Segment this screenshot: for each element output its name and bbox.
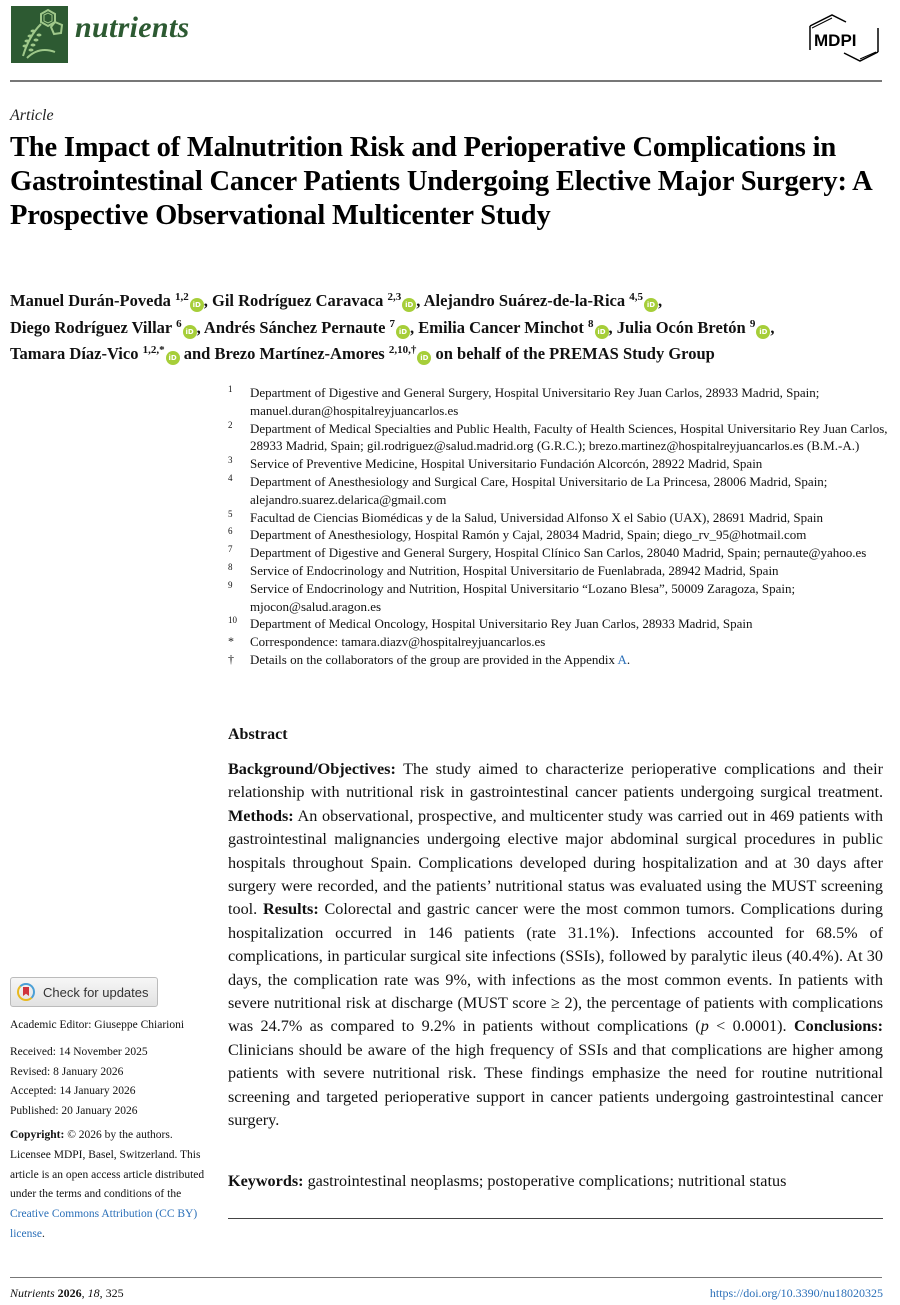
- license-link[interactable]: Creative Commons Attribution (CC BY) license: [10, 1208, 198, 1240]
- citation-info: Nutrients 2026, 18, 325: [10, 1286, 124, 1300]
- check-for-updates-button[interactable]: [10, 977, 158, 1007]
- mdpi-logo-text: MDPI: [814, 31, 857, 50]
- date-accepted: Accepted: 14 January 2026: [10, 1085, 136, 1097]
- author-separator: ,: [410, 317, 419, 337]
- orcid-icon[interactable]: iD: [417, 351, 431, 365]
- affiliation-item: [228, 420, 888, 456]
- header-divider: [10, 80, 882, 82]
- orcid-icon[interactable]: iD: [644, 298, 658, 312]
- appendix-link[interactable]: A: [617, 651, 627, 667]
- orcid-icon[interactable]: iD: [756, 325, 770, 339]
- check-for-updates-label: Check for updates: [43, 984, 149, 1000]
- orcid-icon[interactable]: iD: [396, 325, 410, 339]
- abstract-divider: [228, 1218, 883, 1219]
- author-name: Manuel Durán-Poveda: [10, 291, 175, 310]
- affiliation-mark: †: [228, 651, 234, 666]
- affiliation-text-end: .: [626, 651, 631, 667]
- affiliation-item: [228, 544, 888, 562]
- article-sidebar: [10, 977, 210, 1245]
- date-published: Published: 20 January 2026: [10, 1104, 138, 1117]
- affiliation-mark: 6: [228, 526, 233, 537]
- affiliation-text: Department of Anesthesiology and Surgical Care, Hospital Universitario de La Princesa, 28006 Madrid, Spain; alejandro.suarez.delarica@gmail.com: [250, 473, 828, 507]
- affiliation-item: [228, 509, 888, 527]
- author-affiliation-marks: 9: [749, 317, 756, 330]
- abstract-section-label: Results:: [262, 900, 319, 919]
- affiliation-mark: 2: [228, 419, 233, 430]
- abstract-section-label: Methods:: [228, 806, 294, 825]
- author-separator: ,: [416, 291, 424, 310]
- author-name: Brezo Martínez-Amores: [214, 344, 389, 363]
- author-separator: ,: [657, 291, 663, 310]
- affiliation-item: [228, 633, 888, 651]
- footer-volume: 18: [87, 1286, 100, 1300]
- nutrients-logo-icon: [11, 6, 68, 63]
- affiliation-item: [228, 651, 888, 669]
- footer-year: 2026: [57, 1286, 82, 1300]
- affiliation-mark: 7: [228, 544, 233, 555]
- copyright-text: © 2026 by the authors. Licensee MDPI, Basel, Switzerland. This article is an open access article distributed under the terms and conditions of the: [10, 1129, 205, 1201]
- affiliation-item: [228, 580, 888, 616]
- author-separator: ,: [770, 317, 775, 337]
- affiliation-item: [228, 562, 888, 580]
- author-name: Andrés Sánchez Pernaute: [203, 317, 390, 337]
- affiliation-text: Department of Anesthesiology, Hospital Ramón y Cajal, 28034 Madrid, Spain; diego_rv_95@hotmail.com: [250, 527, 807, 543]
- affiliation-text: Department of Digestive and General Surgery, Hospital Universitario Rey Juan Carlos, 28933 Madrid, Spain; manuel.duran@hospitalreyjuancarlos.es: [250, 385, 820, 418]
- date-revised: Revised: 8 January 2026: [10, 1065, 124, 1078]
- keywords: [228, 1172, 883, 1191]
- affiliation-item: [228, 384, 888, 420]
- abstract-heading: Abstract: [228, 726, 288, 743]
- orcid-icon[interactable]: iD: [595, 325, 609, 339]
- abstract-section-text: Clinicians should be aware of the high frequency of SSIs and that complications are higher among patients with severe nutritional risk. These findings emphasize the need for routine nutritional screening and targeted perioperative support in cancer patients undergoing gastrointestinal cancer surgery.: [228, 1040, 883, 1130]
- bookmark-update-icon: [17, 983, 35, 1001]
- journal-name: nutrients: [75, 11, 190, 44]
- author-name: Gil Rodríguez Caravaca: [212, 291, 388, 310]
- affiliation-text: Details on the collaborators of the group are provided in the Appendix: [250, 651, 618, 667]
- abstract-section-label: Background/Objectives:: [228, 760, 396, 778]
- abstract-section-label: Conclusions:: [793, 1017, 883, 1036]
- author-affiliation-marks: 1,2: [175, 291, 189, 303]
- author-name: Tamara Díaz-Vico: [10, 344, 143, 363]
- orcid-icon[interactable]: iD: [402, 298, 416, 312]
- copyright-label: Copyright:: [10, 1129, 65, 1141]
- author-separator: and: [179, 344, 215, 363]
- affiliation-mark: 8: [228, 561, 233, 572]
- author-affiliation-marks: 4,5: [629, 291, 643, 303]
- affiliation-text: Service of Preventive Medicine, Hospital Universitario Fundación Alcorcón, 28922 Madrid, Spain: [250, 456, 763, 472]
- mdpi-logo: [806, 12, 882, 62]
- footer-article-no: 325: [105, 1286, 124, 1300]
- article-type: Article: [10, 107, 54, 124]
- affiliation-text: Service of Endocrinology and Nutrition, Hospital Universitario “Lozano Blesa”, 50009 Zaragoza, Spain; mjocon@salud.aragon.es: [250, 580, 796, 614]
- affiliation-mark: 4: [228, 472, 233, 483]
- affiliation-mark: 10: [228, 615, 237, 626]
- affiliation-text: Department of Medical Oncology, Hospital Universitario Rey Juan Carlos, 28933 Madrid, Spain: [250, 616, 753, 632]
- abstract-section-text: Colorectal and gastric cancer were the most common tumors. Complications during hospitalization occurred in 146 patients (rate 31.1%). Infections accounted for 68.5% of complications, in particular surgical site infections (SSIs), followed by paralytic ileus (40.4%). At 30 days, the complication rate was 9%, with infections as the most common events. In patients with severe nutritional risk at discharge (MUST score ≥ 2), the percentage of patients with complications was 24.7% as compared to 9.2% in patients without complications (: [228, 900, 883, 1036]
- orcid-icon[interactable]: iD: [166, 351, 180, 365]
- affiliation-mark: 9: [228, 579, 233, 590]
- author-separator: ,: [196, 317, 204, 337]
- footer-journal: Nutrients: [10, 1286, 55, 1300]
- author-separator: ,: [608, 317, 617, 337]
- affiliation-item: [228, 615, 888, 633]
- orcid-icon[interactable]: iD: [183, 325, 197, 339]
- abstract-section-text: An observational, prospective, and multicenter study was carried out in 469 patients with gastrointestinal malignancies undergoing elective major abdominal surgical procedures in public hospitals throughout Spain. Complications developed during hospitalization and at 30 days after surgery were recorded, and the patients’ nutritional status was evaluated using the MUST screening tool.: [228, 806, 883, 919]
- footer-divider: [10, 1277, 882, 1278]
- affiliation-item: [228, 526, 888, 544]
- affiliation-item: [228, 455, 888, 473]
- doi-link[interactable]: https://doi.org/10.3390/nu18020325: [709, 1286, 883, 1300]
- affiliation-text: Department of Digestive and General Surgery, Hospital Clínico San Carlos, 28040 Madrid, Spain; pernaute@yahoo.es: [250, 545, 867, 561]
- author-separator: ,: [203, 291, 212, 310]
- affiliation-mark: 5: [228, 508, 233, 519]
- author-affiliation-marks: 2,10,†: [388, 344, 417, 356]
- date-received: Received: 14 November 2025: [10, 1046, 148, 1058]
- abstract-body: [228, 758, 883, 1133]
- orcid-icon[interactable]: iD: [190, 298, 204, 312]
- affiliation-mark: 3: [228, 455, 233, 466]
- author-name: Julia Ocón Bretón: [616, 317, 750, 337]
- author-separator: on behalf of the PREMAS Study Group: [431, 344, 715, 363]
- affiliation-text: Correspondence: tamara.diazv@hospitalreyjuancarlos.es: [250, 634, 546, 650]
- affiliation-item: [228, 473, 888, 509]
- copyright-notice: [10, 1126, 210, 1245]
- copyright-end: .: [41, 1227, 45, 1240]
- academic-editor: Academic Editor: Giuseppe Chiarioni: [10, 1019, 185, 1031]
- affiliation-text: Facultad de Ciencias Biomédicas y de la Salud, Universidad Alfonso X el Sabio (UAX), 28691 Madrid, Spain: [250, 509, 823, 525]
- keywords-label: Keywords:: [228, 1172, 304, 1190]
- affiliations: [228, 384, 888, 669]
- journal-header: [10, 5, 890, 65]
- publication-dates: [10, 1043, 210, 1121]
- author-list: [10, 288, 890, 368]
- abstract-section-text: The study aimed to characterize perioperative complications and their relationship with nutritional risk in gastrointestinal cancer patients undergoing surgical treatment.: [228, 760, 883, 802]
- author-affiliation-marks: 1,2,*: [142, 344, 165, 356]
- author-affiliation-marks: 8: [588, 317, 594, 330]
- article-title: The Impact of Malnutrition Risk and Perioperative Complications in Gastrointestinal Cancer Patients Undergoing Elective Major Surgery: A Prospective Observational Multicenter Study: [10, 132, 871, 231]
- affiliation-text: Service of Endocrinology and Nutrition, Hospital Universitario de Fuenlabrada, 28942 Madrid, Spain: [250, 562, 779, 578]
- affiliation-text: Department of Medical Specialties and Public Health, Faculty of Health Sciences, Hospital Universitario Rey Juan Carlos, 28933 Madrid, Spain; gil.rodriguez@salud.madrid.org (G.R.C.); brezo.martinez@hospitalreyjuancarlos.es (B.M.-A.): [250, 420, 888, 454]
- abstract-italic: p: [700, 1017, 709, 1036]
- author-affiliation-marks: 6: [176, 317, 182, 330]
- author-affiliation-marks: 7: [389, 317, 396, 330]
- abstract-section-text: < 0.0001).: [708, 1017, 794, 1036]
- author-name: Diego Rodríguez Villar: [10, 317, 177, 337]
- affiliation-mark: *: [228, 634, 234, 649]
- affiliation-mark: 1: [228, 384, 233, 394]
- keywords-text: gastrointestinal neoplasms; postoperative complications; nutritional status: [303, 1172, 787, 1190]
- author-affiliation-marks: 2,3: [387, 291, 402, 303]
- author-name: Alejandro Suárez-de-la-Rica: [423, 291, 630, 310]
- author-name: Emilia Cancer Minchot: [418, 317, 588, 337]
